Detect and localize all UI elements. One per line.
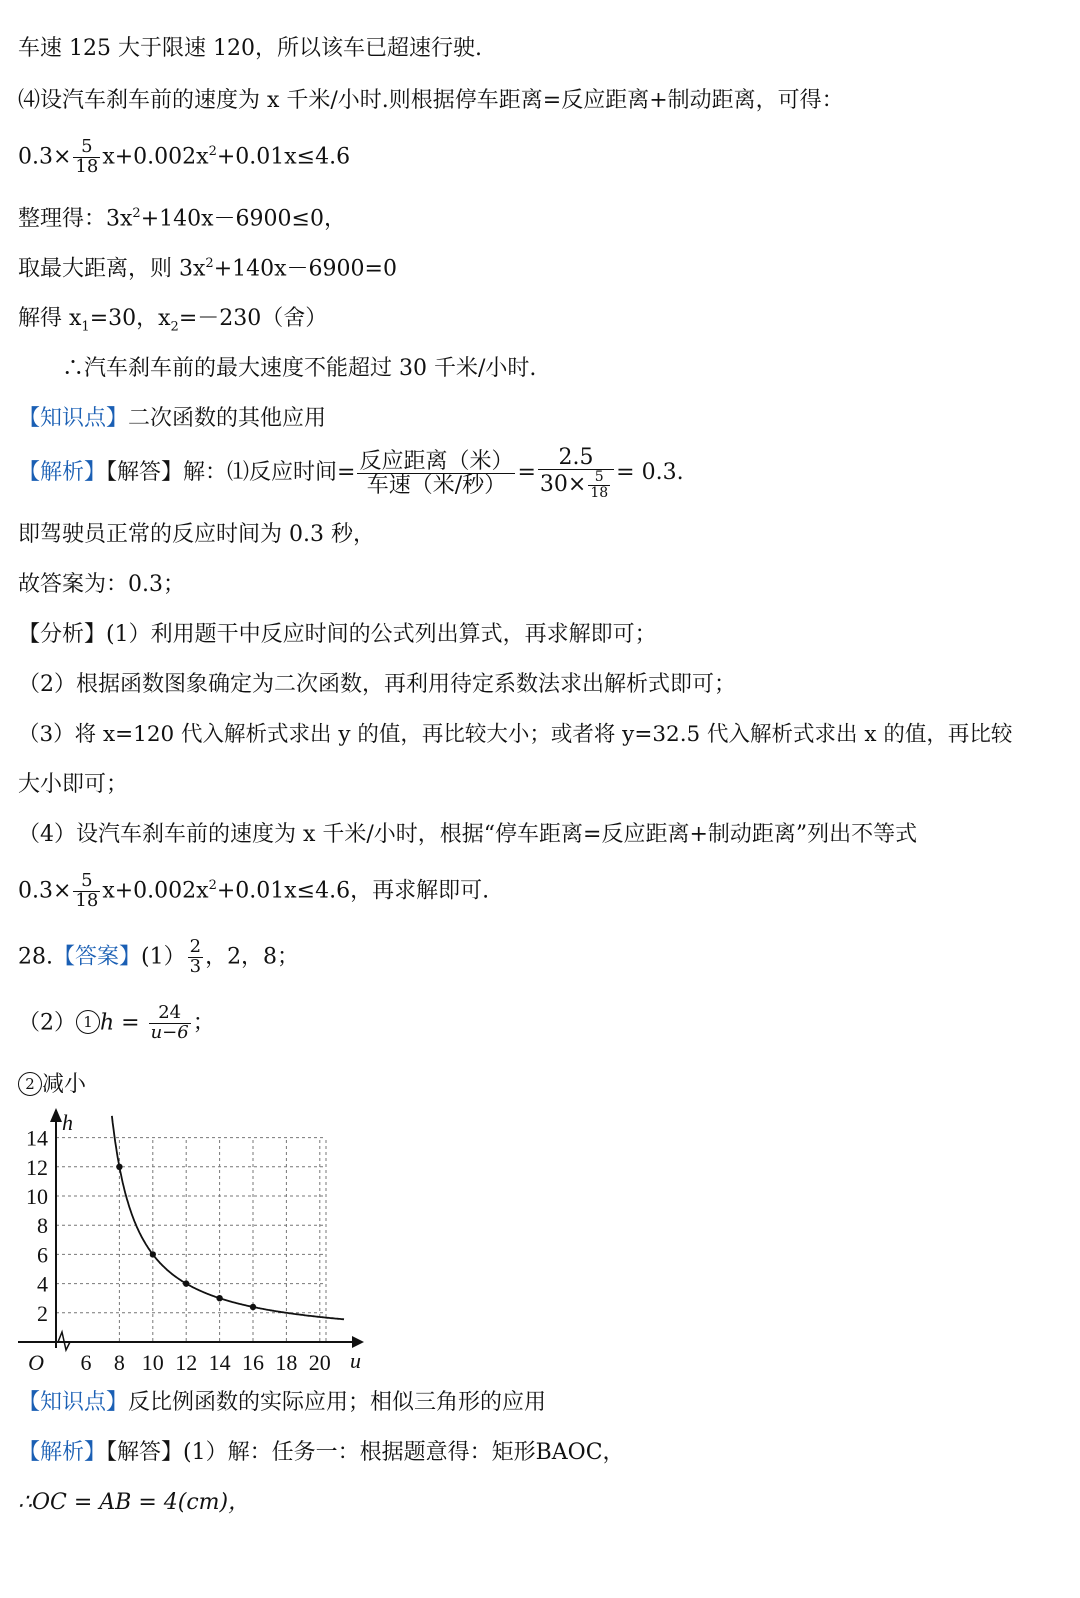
equals-sign: = — [517, 460, 536, 486]
analysis-line-2 — [18, 1440, 625, 1466]
text-line-23: ∴OC = AB = 4(cm)， — [18, 1490, 251, 1515]
fraction-numerator: 24 — [149, 1004, 191, 1024]
text-segment: 减小 — [42, 1072, 87, 1097]
fraction-numerator: 2.5 — [538, 446, 614, 470]
text-segment: 【解答】(1）解：任务一：根据题意得：矩形BAOC， — [106, 1440, 625, 1465]
text-segment: (1） — [141, 944, 186, 970]
knowledge-point-line-2 — [18, 1390, 546, 1416]
text-segment: 【解答】解：⑴反应时间= — [106, 460, 356, 486]
decrease-line — [18, 1072, 86, 1098]
analysis-tag: 【解析】 — [18, 1440, 107, 1465]
knowledge-point-line — [18, 406, 326, 432]
superscript: 2 — [208, 878, 217, 894]
superscript: 2 — [205, 256, 214, 271]
text-line-1: 车速 125 大于限速 120，所以该车已超速行驶. — [18, 36, 482, 61]
fraction — [149, 1004, 191, 1043]
variable-h: h — [100, 1010, 115, 1036]
text-segment: x+0.002x — [102, 144, 209, 170]
fraction-denominator: 18 — [590, 484, 609, 501]
inequality-line-2 — [18, 872, 489, 911]
fraction-numerator: 2 — [189, 936, 202, 957]
answer-line — [18, 938, 299, 977]
conclusion-line: ∴汽车刹车前的最大速度不能超过 30 千米/小时. — [62, 356, 537, 381]
x-tick-label: 18 — [275, 1350, 298, 1375]
text-segment: +140x－6900=0 — [213, 256, 397, 282]
answer-tag: 【答案】 — [53, 944, 142, 970]
formula-line — [18, 1004, 215, 1043]
circled-number: 2 — [18, 1072, 42, 1096]
curve-group — [112, 1116, 344, 1319]
y-tick-label: 6 — [37, 1242, 48, 1268]
x-axis-arrow — [352, 1336, 364, 1348]
x-tick-label: 6 — [80, 1350, 92, 1375]
text-segment: ； — [192, 1010, 215, 1036]
max-distance-line — [18, 256, 397, 283]
analysis-line — [18, 446, 684, 500]
fraction — [188, 938, 203, 977]
fraction-denominator — [538, 470, 614, 500]
y-tick-label: 2 — [37, 1300, 48, 1326]
fraction-numerator: 反应距离（米） — [359, 448, 514, 474]
x-tick-label: 20 — [308, 1350, 331, 1375]
data-point — [183, 1280, 189, 1286]
text-line-2: ⑷设汽车刹车前的速度为 x 千米/小时.则根据停车距离=反应距离+制动距离，可得： — [18, 88, 844, 113]
tick-labels — [26, 1110, 361, 1375]
x-tick-label: 8 — [113, 1350, 125, 1375]
fraction-denominator: 车速（米/秒） — [366, 472, 507, 498]
knowledge-tag: 【知识点】 — [18, 1390, 129, 1415]
y-tick-label: 4 — [37, 1271, 48, 1297]
data-point — [250, 1304, 256, 1310]
function-curve — [112, 1116, 344, 1319]
text-line-14: （3）将 x=120 代入解析式求出 y 的值，再比较大小；或者将 y=32.5 代入解析式求出 x 的值，再比较 — [18, 722, 1013, 747]
y-tick-label: 14 — [26, 1125, 48, 1151]
fraction — [73, 138, 100, 177]
origin-label: O — [28, 1350, 44, 1375]
data-point — [150, 1251, 156, 1257]
fraction-denominator: 18 — [75, 155, 99, 177]
x-tick-label: 16 — [242, 1350, 264, 1375]
y-axis-arrow — [50, 1108, 62, 1122]
fraction-denominator: 18 — [75, 889, 99, 911]
equals-sign: = — [114, 1010, 147, 1036]
x-tick-label: 14 — [208, 1350, 231, 1375]
x-tick-label: 12 — [175, 1350, 198, 1375]
function-graph — [0, 1100, 380, 1385]
fraction-numerator: 5 — [73, 138, 100, 158]
circled-number: 1 — [76, 1010, 100, 1034]
fraction — [588, 470, 610, 500]
y-tick-label: 12 — [26, 1154, 48, 1180]
superscript: 2 — [208, 144, 217, 160]
fraction-denominator: u−6 — [150, 1021, 189, 1043]
y-axis-label: h — [62, 1110, 73, 1135]
text-line-11: 故答案为：0.3； — [18, 572, 185, 597]
solution-line — [18, 306, 327, 335]
fraction — [73, 872, 100, 911]
text-segment: 0.3× — [18, 878, 72, 904]
text-segment: 整理得：3x — [18, 206, 133, 232]
fraction-numerator: 5 — [73, 872, 100, 892]
fraction — [538, 446, 614, 500]
x-axis-label: u — [350, 1348, 361, 1373]
subscript: 2 — [170, 319, 179, 335]
text-segment: =－230（舍） — [178, 306, 328, 331]
text-line-15: 大小即可； — [18, 772, 129, 797]
text-segment: +0.01x≤4.6 — [216, 144, 351, 170]
text-segment: +140x－6900≤0， — [140, 206, 346, 232]
text-line-10: 即驾驶员正常的反应时间为 0.3 秒， — [18, 522, 375, 547]
y-tick-label: 8 — [37, 1213, 48, 1239]
fraction — [357, 450, 515, 497]
grid-lines — [56, 1138, 326, 1342]
text-line-12: 【分析】(1）利用题干中反应时间的公式列出算式，再求解即可； — [18, 622, 657, 647]
fraction-denominator: 3 — [189, 955, 202, 977]
analysis-tag: 【解析】 — [18, 460, 107, 486]
text-segment: ，2，8； — [205, 944, 300, 970]
subscript: 1 — [81, 319, 90, 335]
text-segment: 解得 x — [18, 306, 82, 331]
text-segment: 取最大距离，则 3x — [18, 256, 206, 282]
data-point — [216, 1295, 222, 1301]
text-line-16: （4）设汽车刹车前的速度为 x 千米/小时，根据“停车距离=反应距离+制动距离”列出不等式 — [18, 822, 918, 847]
data-point — [116, 1164, 122, 1170]
simplify-line — [18, 206, 346, 233]
text-line-13: （2）根据函数图象确定为二次函数，再利用待定系数法求出解析式即可； — [18, 672, 736, 697]
axes — [18, 1108, 364, 1350]
knowledge-text: 反比例函数的实际应用；相似三角形的应用 — [128, 1390, 547, 1415]
x-tick-label: 10 — [141, 1350, 164, 1375]
text-segment: （2） — [18, 1010, 76, 1036]
knowledge-text: 二次函数的其他应用 — [128, 406, 327, 431]
fraction-numerator: 5 — [588, 470, 610, 486]
text-segment: =30，x — [89, 306, 171, 331]
question-number: 28. — [18, 944, 53, 970]
text-segment: x+0.002x — [102, 878, 209, 904]
text-segment: = 0.3. — [616, 460, 684, 486]
text-segment: +0.01x≤4.6，再求解即可. — [216, 878, 490, 904]
knowledge-tag: 【知识点】 — [18, 406, 129, 431]
text-segment: 0.3× — [18, 144, 72, 170]
inequality-line — [18, 138, 350, 177]
y-tick-label: 10 — [26, 1184, 48, 1209]
text-segment: 30× — [539, 472, 587, 498]
superscript: 2 — [132, 206, 141, 221]
